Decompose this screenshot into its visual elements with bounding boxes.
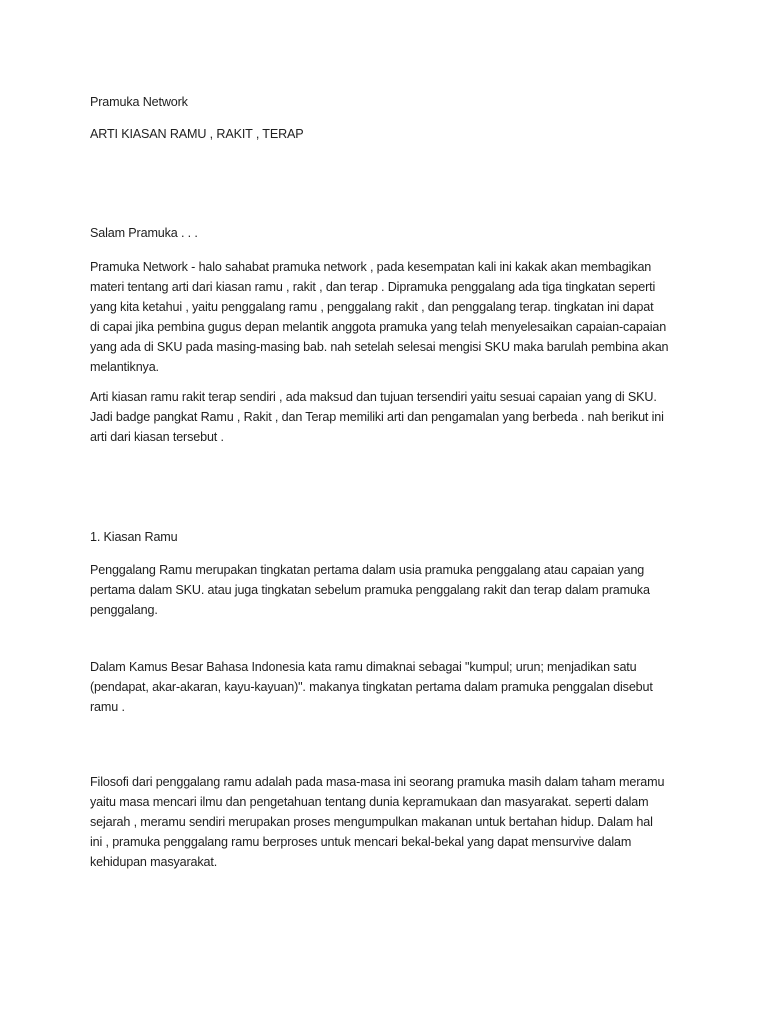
site-name: Pramuka Network xyxy=(90,95,188,109)
meaning-paragraph: Arti kiasan ramu rakit terap sendiri , ada maksud dan tujuan tersendiri yaitu sesuai capaian yang di SKU. Jadi badge pangkat Ramu , Rakit , dan Terap memiliki arti dan pengamalan yang berbeda . nah berikut ini arti dari kiasan tersebut . xyxy=(90,390,664,444)
ramu-definition-paragraph: Penggalang Ramu merupakan tingkatan pertama dalam usia pramuka penggalang atau capaian yang pertama dalam SKU. atau juga tingkatan sebelum pramuka penggalang rakit dan terap dalam pramuka penggalang. xyxy=(90,563,650,617)
document-title: ARTI KIASAN RAMU , RAKIT , TERAP xyxy=(90,127,304,141)
intro-paragraph: Pramuka Network - halo sahabat pramuka network , pada kesempatan kali ini kakak akan membagikan materi tentang arti dari kiasan ramu , rakit , dan terap . Dipramuka penggalang ada tiga tingkatan seperti yang kita ketahui , yaitu penggalang ramu , penggalang rakit , dan penggalang terap. tingkatan ini dapat di capai jika pembina gugus depan melantik anggota pramuka yang telah menyelesaikan capaian-capaian yang ada di SKU pada masing-masing bab. nah setelah selesai mengisi SKU maka barulah pembina akan melantiknya. xyxy=(90,260,669,374)
philosophy-paragraph: Filosofi dari penggalang ramu adalah pada masa-masa ini seorang pramuka masih dalam taham meramu yaitu masa mencari ilmu dan pengetahuan tentang dunia kepramukaan dan masyarakat. seperti dalam sejarah , meramu sendiri merupakan proses mengumpulkan makanan untuk bertahan hidup. Dalam hal ini , pramuka penggalang ramu berproses untuk mencari bekal-bekal yang dapat mensurvive dalam kehidupan masyarakat. xyxy=(90,775,665,869)
section-heading-kiasan-ramu: 1. Kiasan Ramu xyxy=(90,530,178,544)
kbbi-paragraph: Dalam Kamus Besar Bahasa Indonesia kata ramu dimaknai sebagai "kumpul; urun; menjadikan satu (pendapat, akar-akaran, kayu-kayuan)". makanya tingkatan pertama dalam pramuka penggalan disebut ramu . xyxy=(90,660,653,714)
greeting: Salam Pramuka . . . xyxy=(90,226,198,240)
